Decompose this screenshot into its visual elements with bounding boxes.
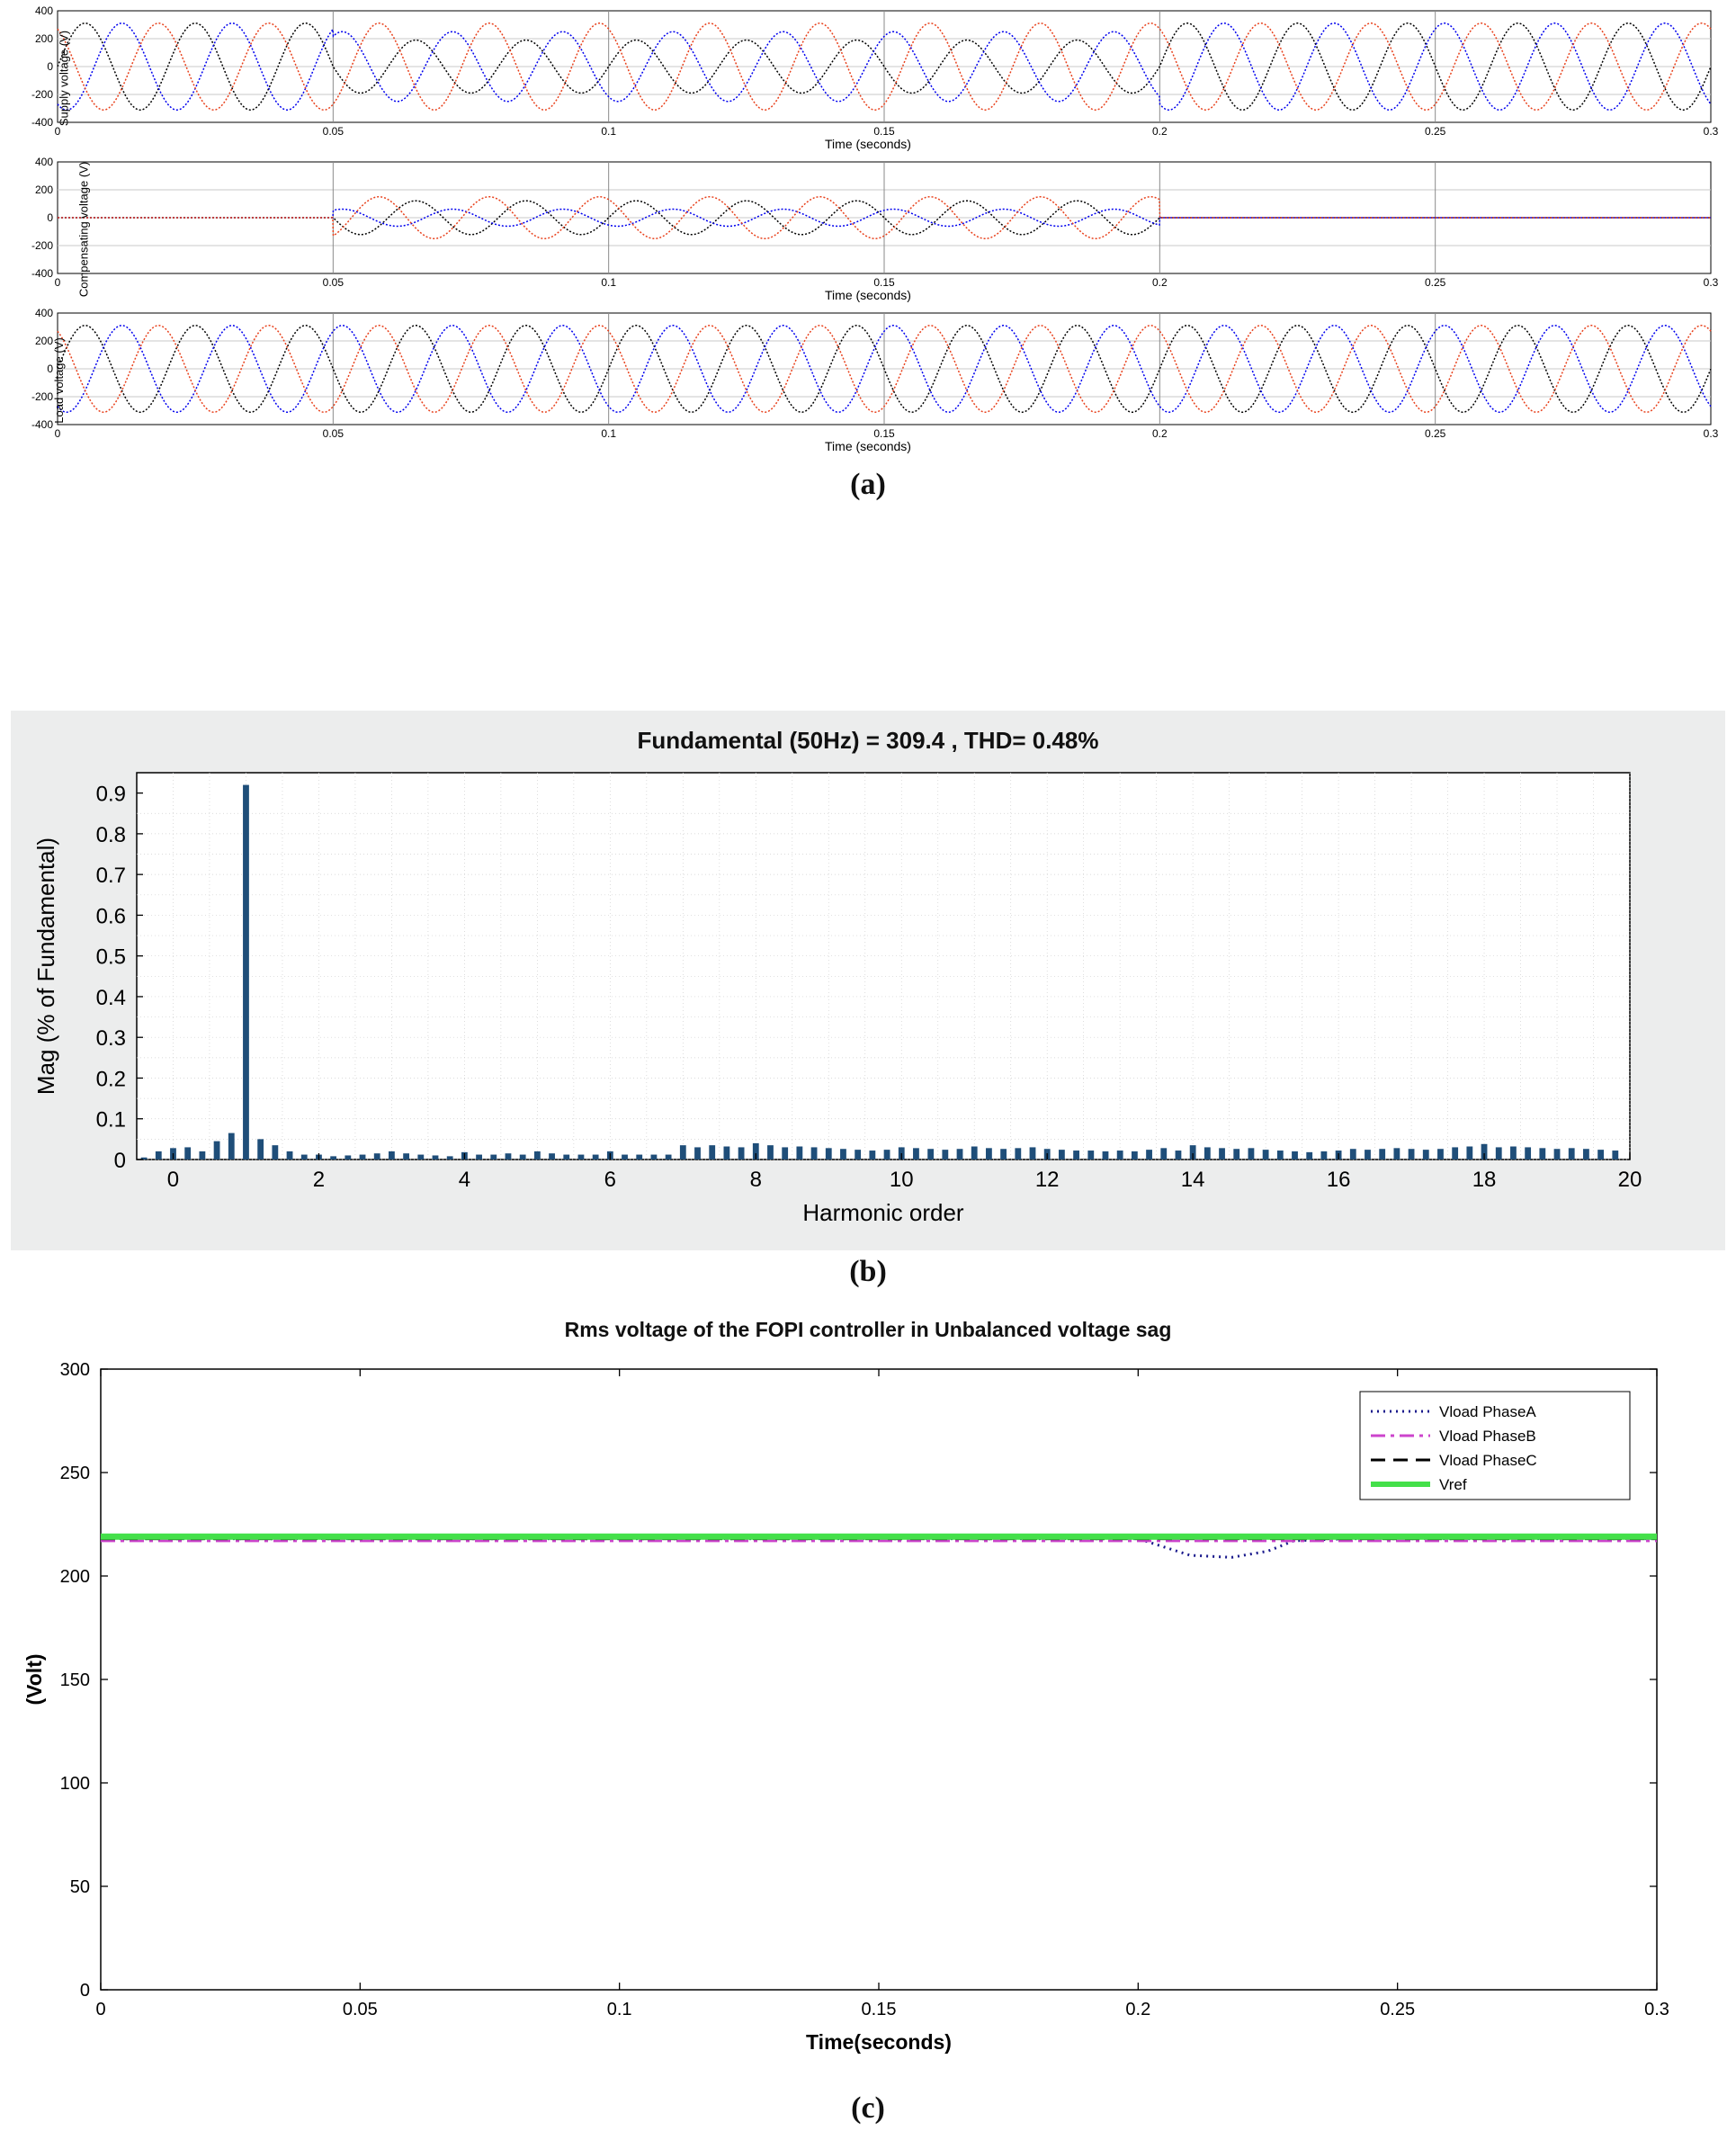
svg-text:200: 200 <box>34 32 53 45</box>
supply-voltage-ylabel: Supply voltage (V) <box>57 30 71 127</box>
svg-text:50: 50 <box>69 1877 90 1897</box>
supply-voltage-plot <box>18 5 1718 151</box>
compensating-voltage-plot <box>18 157 1718 302</box>
svg-text:0.15: 0.15 <box>861 2000 897 2019</box>
svg-text:0.1: 0.1 <box>601 276 617 287</box>
svg-text:0.3: 0.3 <box>1703 276 1718 287</box>
svg-text:2: 2 <box>312 1168 326 1192</box>
panel-c-rms <box>11 1318 1725 2071</box>
svg-text:-400: -400 <box>31 418 53 431</box>
svg-text:0.2: 0.2 <box>1151 276 1168 287</box>
svg-text:0: 0 <box>54 125 61 136</box>
svg-text:6: 6 <box>604 1168 617 1192</box>
svg-text:150: 150 <box>59 1670 90 1690</box>
svg-text:0.5: 0.5 <box>95 945 126 970</box>
svg-text:0.1: 0.1 <box>601 125 617 136</box>
svg-text:0.2: 0.2 <box>1125 2000 1151 2019</box>
svg-text:0.3: 0.3 <box>1644 2000 1669 2019</box>
svg-text:0: 0 <box>47 363 53 375</box>
rms-svg <box>11 1342 1725 2071</box>
svg-text:0.1: 0.1 <box>601 427 617 438</box>
svg-text:400: 400 <box>34 5 53 17</box>
svg-text:250: 250 <box>59 1464 90 1483</box>
svg-text:0.05: 0.05 <box>342 2000 378 2019</box>
svg-text:-400: -400 <box>31 116 53 129</box>
load-voltage-ylabel: Load voltage (V) <box>52 337 67 424</box>
svg-text:0: 0 <box>54 427 61 438</box>
compensating-voltage-xlabel: Time (seconds) <box>825 288 911 302</box>
legend-label: Vload PhaseC <box>1439 1452 1537 1469</box>
compensating-voltage-svg <box>18 157 1718 287</box>
svg-text:0: 0 <box>47 60 53 73</box>
svg-text:10: 10 <box>889 1168 914 1192</box>
svg-text:20: 20 <box>1617 1168 1642 1192</box>
fft-title: Fundamental (50Hz) = 309.4 , THD= 0.48% <box>637 727 1099 754</box>
caption-c: (c) <box>851 2091 885 2125</box>
panel-a-waveforms <box>18 5 1718 502</box>
svg-text:0.2: 0.2 <box>1151 427 1168 438</box>
svg-text:0.25: 0.25 <box>1424 125 1446 136</box>
svg-text:-200: -200 <box>31 88 53 101</box>
svg-text:0.8: 0.8 <box>95 822 126 847</box>
caption-a: (a) <box>850 468 886 501</box>
svg-text:0: 0 <box>166 1168 180 1192</box>
svg-text:-200: -200 <box>31 239 53 252</box>
svg-text:-200: -200 <box>31 390 53 403</box>
svg-text:0.15: 0.15 <box>873 125 895 136</box>
svg-text:0.05: 0.05 <box>322 125 345 136</box>
legend-label: Vload PhaseA <box>1439 1403 1536 1420</box>
svg-text:Harmonic order: Harmonic order <box>802 1199 964 1226</box>
svg-text:100: 100 <box>59 1774 90 1794</box>
panel-b-fft <box>11 711 1725 1250</box>
svg-text:0.2: 0.2 <box>95 1067 126 1092</box>
svg-text:Mag (% of Fundamental): Mag (% of Fundamental) <box>32 837 59 1096</box>
rms-title: Rms voltage of the FOPI controller in Unbalanced voltage sag <box>564 1318 1172 1341</box>
svg-text:0.9: 0.9 <box>95 782 126 807</box>
svg-text:0.4: 0.4 <box>95 985 126 1010</box>
svg-text:8: 8 <box>749 1168 762 1192</box>
svg-text:0.05: 0.05 <box>322 427 345 438</box>
svg-text:0.7: 0.7 <box>95 864 126 889</box>
svg-text:18: 18 <box>1472 1168 1497 1192</box>
load-voltage-plot <box>18 308 1718 453</box>
svg-text:0.15: 0.15 <box>873 427 895 438</box>
svg-text:-400: -400 <box>31 267 53 280</box>
legend-label: Vload PhaseB <box>1439 1428 1536 1445</box>
svg-text:0.6: 0.6 <box>95 904 126 929</box>
legend-label: Vref <box>1439 1476 1467 1493</box>
svg-text:200: 200 <box>59 1567 90 1587</box>
svg-text:0: 0 <box>95 2000 106 2019</box>
svg-text:400: 400 <box>34 308 53 319</box>
svg-text:200: 200 <box>34 184 53 196</box>
svg-text:0.2: 0.2 <box>1151 125 1168 136</box>
svg-text:0.25: 0.25 <box>1424 276 1446 287</box>
svg-text:0.1: 0.1 <box>95 1107 126 1133</box>
svg-text:0: 0 <box>54 276 61 287</box>
svg-text:0.05: 0.05 <box>322 276 345 287</box>
fft-svg <box>11 755 1725 1245</box>
svg-text:0.1: 0.1 <box>606 2000 632 2019</box>
svg-text:0: 0 <box>113 1149 126 1173</box>
svg-text:0.3: 0.3 <box>1703 427 1718 438</box>
svg-text:4: 4 <box>458 1168 471 1192</box>
svg-text:0: 0 <box>47 211 53 224</box>
svg-text:0.3: 0.3 <box>1703 125 1718 136</box>
svg-text:14: 14 <box>1180 1168 1205 1192</box>
svg-text:0.3: 0.3 <box>95 1026 126 1052</box>
load-voltage-svg <box>18 308 1718 438</box>
svg-text:12: 12 <box>1034 1168 1060 1192</box>
supply-voltage-svg <box>18 5 1718 136</box>
svg-text:400: 400 <box>34 157 53 168</box>
caption-b: (b) <box>849 1255 887 1288</box>
compensating-voltage-ylabel: Compensating voltage (V) <box>76 161 91 298</box>
svg-text:200: 200 <box>34 335 53 347</box>
svg-text:16: 16 <box>1326 1168 1351 1192</box>
svg-text:(Volt): (Volt) <box>22 1653 46 1706</box>
svg-text:Time(seconds): Time(seconds) <box>806 2030 952 2054</box>
supply-voltage-xlabel: Time (seconds) <box>825 137 911 151</box>
svg-text:300: 300 <box>59 1360 90 1380</box>
svg-text:0: 0 <box>79 1981 90 2001</box>
svg-text:0.25: 0.25 <box>1380 2000 1416 2019</box>
load-voltage-xlabel: Time (seconds) <box>825 439 911 453</box>
svg-text:0.15: 0.15 <box>873 276 895 287</box>
svg-text:0.25: 0.25 <box>1424 427 1446 438</box>
